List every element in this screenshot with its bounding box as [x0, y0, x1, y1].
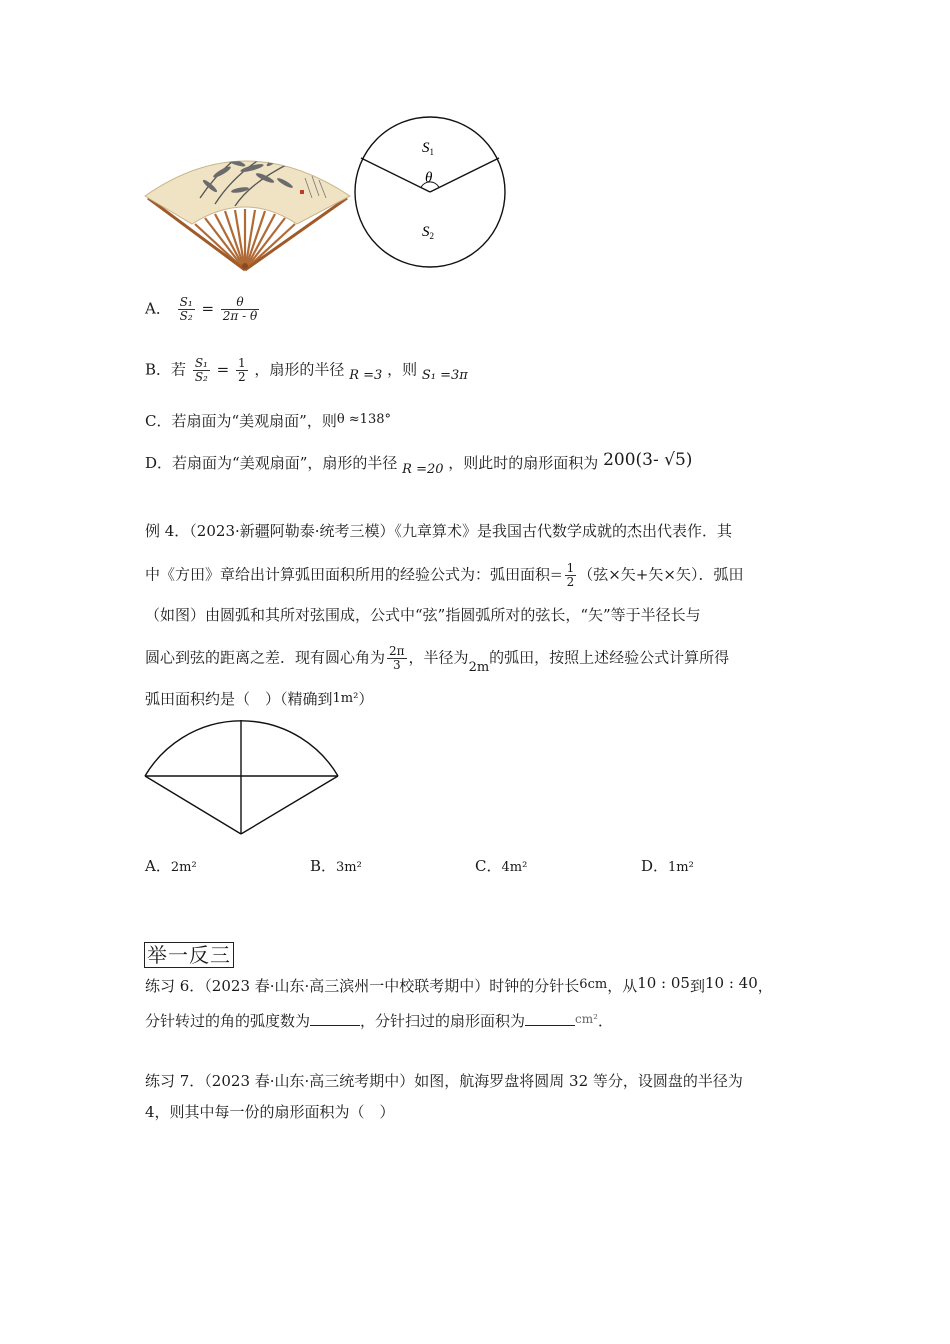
- label-s1: $S_1$: [422, 140, 434, 157]
- p7-line1: 练习 7．（2023 春·山东·高三统考期中）如图，航海罗盘将圆周 32 等分，设圆盘的半径为: [145, 1072, 743, 1090]
- ex4-line5: 弧田面积约是（ ）（精确到1m²）: [145, 690, 374, 708]
- ex4-line2: 中《方田》章给出计算弧田面积所用的经验公式为：弧田面积= $\frac{1}{2}$ （弦×矢+矢×矢）．弧田: [145, 561, 744, 589]
- label-theta: θ: [425, 170, 433, 186]
- ex4-option-d: D．1m²: [641, 857, 694, 875]
- ex4-option-a: A．2m²: [145, 857, 197, 875]
- label-s2: $S_2$: [422, 224, 434, 241]
- ex4-line4: 圆心到弦的距离之差．现有圆心角为 $\frac{2\pi}{3}$ ，半径为2m的弧田，按照上述经验公式计算所得: [145, 644, 730, 675]
- fan-image: [140, 138, 355, 273]
- answer-blank-2[interactable]: [525, 1011, 575, 1026]
- ex4-option-b: B．3m²: [310, 857, 362, 875]
- ex4-line1: 例 4．（2023·新疆阿勒泰·统考三模）《九章算术》是我国古代数学成就的杰出代表作．其: [145, 522, 733, 540]
- option-a: A． $\frac{\text{S₁}}{\text{S₂}}$ = $\frac{\theta}{2\pi - \theta}$: [145, 295, 258, 323]
- p6-line2: 分针转过的角的弧度数为 ，分针扫过的扇形面积为 $^{cm^2}$．: [145, 1012, 613, 1030]
- option-d: D．若扇面为“美观扇面”，扇形的半径 R =20 ，则此时的扇形面积为 200(3- √5): [145, 450, 693, 477]
- answer-blank-1[interactable]: [310, 1011, 360, 1026]
- ex4-option-c: C．4m²: [475, 857, 528, 875]
- p6-line1: 练习 6．（2023 春·山东·高三滨州一中校联考期中）时钟的分针长6cm，从10 : 05到10 : 40，: [145, 974, 773, 995]
- ex4-line3: （如图）由圆弧和其所对弦围成，公式中“弦”指圆弧所对的弦长，“矢”等于半径长与: [145, 606, 701, 624]
- sector-circle-diagram: [352, 114, 508, 270]
- option-b: B．若 $\frac{\text{S₁}}{\text{S₂}}$ = $\frac{1}{2}$ ，扇形的半径 R =3 ，则 S₁ =3π: [145, 356, 468, 384]
- arc-field-diagram: [140, 710, 345, 840]
- section-badge: 举一反三: [144, 942, 234, 968]
- p7-line2: 4，则其中每一份的扇形面积为（ ）: [145, 1103, 395, 1121]
- option-c: C．若扇面为“美观扇面”，则θ ≈138°: [145, 412, 391, 430]
